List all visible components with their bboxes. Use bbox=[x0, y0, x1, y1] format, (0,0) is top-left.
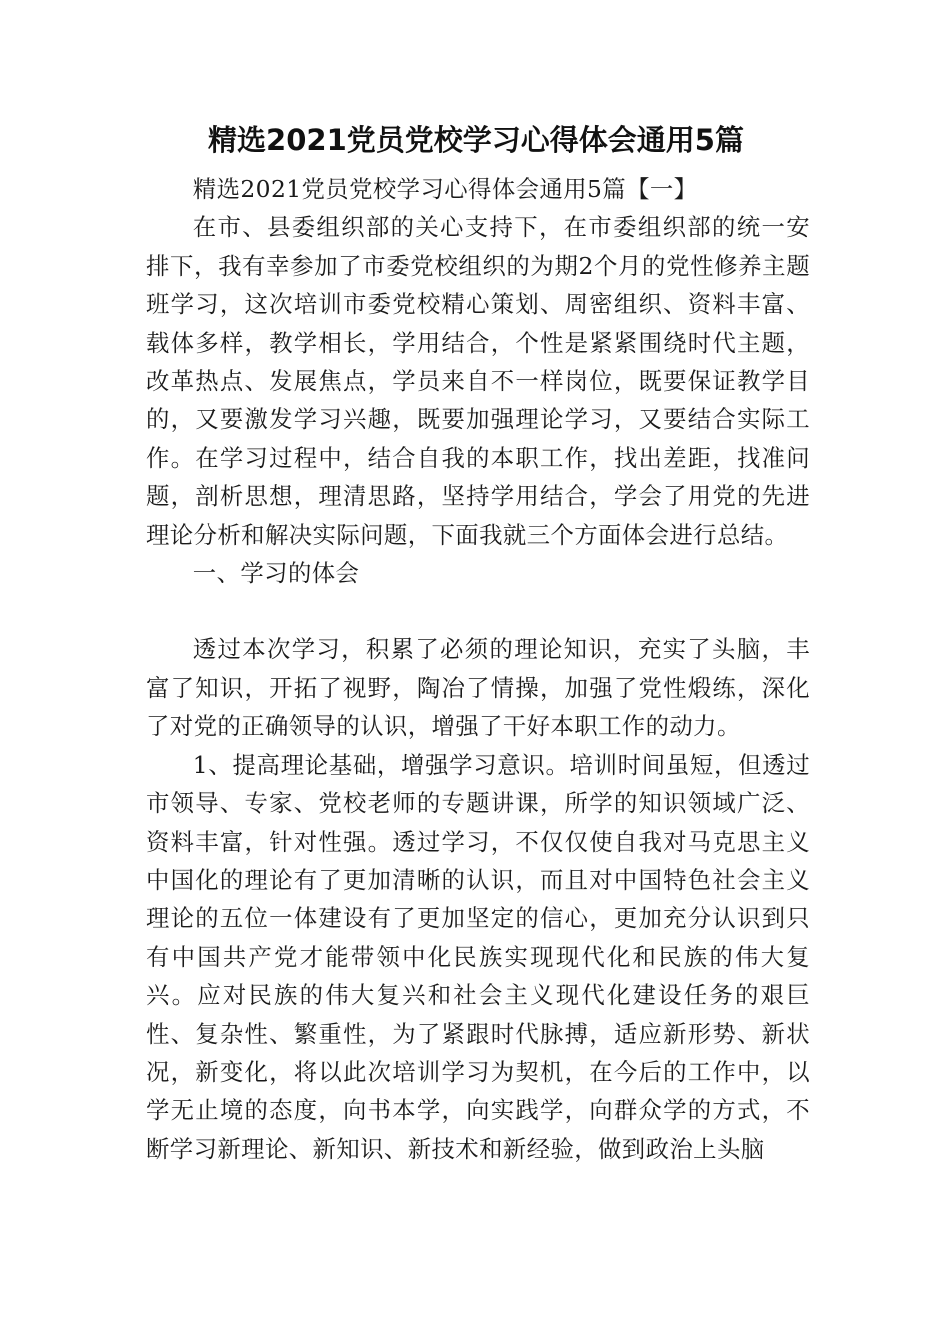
paragraph-spacer bbox=[146, 592, 810, 630]
document-title: 精选2021党员党校学习心得体会通用5篇 bbox=[208, 123, 744, 157]
paragraph-learning-summary: 透过本次学习，积累了必须的理论知识，充实了头脑，丰富了知识，开拓了视野，陶冶了情操，加强了党性煅练，深化了对党的正确领导的认识，增强了干好本职工作的动力。 bbox=[146, 635, 810, 741]
section-heading-learning-experience: 一、学习的体会 bbox=[192, 559, 360, 588]
document-body bbox=[146, 170, 810, 1168]
paragraph-point-one: 1、提高理论基础，增强学习意识。培训时间虽短，但透过市领导、专家、党校老师的专题讲课，所学的知识领域广泛、资料丰富，针对性强。透过学习，不仅仅使自我对马克思主义中国化的理论有了更加清晰的认识，而且对中国特色社会主义理论的五位一体建设有了更加坚定的信心，更加充分认识到只有中国共产党才能带领中化民族实现现代化和民族的伟大复兴。应对民族的伟大复兴和社会主义现代化建设任务的艰巨性、复杂性、繁重性，为了紧跟时代脉搏，适应新形势、新状况，新变化，将以此次培训学习为契机，在今后的工作中，以学无止境的态度，向书本学，向实践学，向群众学的方式，不断学习新理论、新知识、新技术和新经验，做到政治上头脑 bbox=[146, 750, 810, 1163]
paragraph-intro: 在市、县委组织部的关心支持下，在市委组织部的统一安排下，我有幸参加了市委党校组织的为期2个月的党性修养主题班学习，这次培训市委党校精心策划、周密组织、资料丰富、载体多样，教学相长，学用结合，个性是紧紧围绕时代主题，改革热点、发展焦点，学员来自不一样岗位，既要保证教学目的，又要激发学习兴趣，既要加强理论学习，又要结合实际工作。在学习过程中，结合自我的本职工作，找出差距，找准问题，剖析思想，理清思路，坚持学用结合，学会了用党的先进理论分析和解决实际问题，下面我就三个方面体会进行总结。 bbox=[146, 213, 810, 549]
paragraph-heading-one: 精选2021党员党校学习心得体会通用5篇【一】 bbox=[192, 175, 698, 203]
